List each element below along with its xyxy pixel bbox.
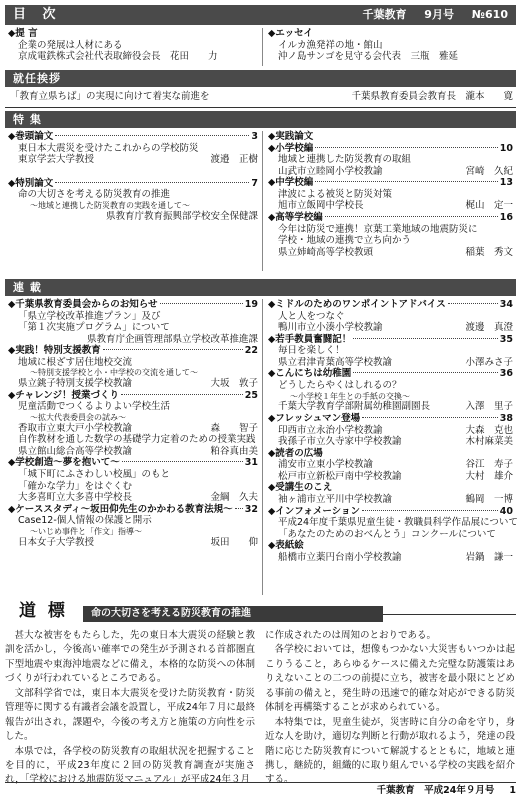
toc-heading: ◆若手教員奮闘記！ 35 xyxy=(268,333,513,345)
toc-heading: ◆ミドルのためのワンポイントアドバイス 34 xyxy=(268,299,513,310)
shuunin-label: 就任挨拶 xyxy=(13,71,61,85)
toc-author: 旭市立飯岡中学校長 梶山 定一 xyxy=(278,200,513,212)
toc-article: 「確かな学力」をはぐくむ xyxy=(18,480,133,492)
toc-heading: ◆こんにちは幼稚園 36 xyxy=(268,368,513,380)
toc-author: 東京学芸大学教授 渡邉 正樹 xyxy=(18,154,258,166)
toc-heading: ◆読者の広場 xyxy=(268,447,323,459)
toc-subtitle: ～小学校１年生との手紙の交換～ xyxy=(290,391,410,401)
essay-column-1 xyxy=(5,629,255,788)
toc-subtitle: ～いじめ事件と「作文」指導～ xyxy=(30,526,142,536)
tokushu-left xyxy=(8,131,258,222)
rensai-left xyxy=(8,299,258,548)
essay-paragraph: 本特集では，児童生徒が，災害時に自分の命を守り，身近な人を助け，適切な判断と行動が取れるよう，発達の段階に応じた防災教育について解説するとともに，地域と連携し，継続的，組織的に取り組んでいる学校の実践を紹介する。 xyxy=(265,716,515,786)
toc-article: 児童活動でつくるよりよい学校生活 xyxy=(18,401,171,413)
toc-author: 山武市立睦岡小学校教諭 宮崎 久紀 xyxy=(278,165,513,177)
toc-heading: ◆受講生のこえ xyxy=(268,482,333,494)
toc-author: 県立館山総合高等学校教諭 粕谷真由美 xyxy=(18,445,258,457)
toc-article: 東日本大震災を受けたこれからの学校防災 xyxy=(18,142,199,154)
toc-author: 香取市立東大戸小学校教諭 森 智子 xyxy=(18,422,258,434)
shuunin-author: 千葉県教育委員会教育長 瀧本 寛 xyxy=(351,91,513,102)
toc-author: 大多喜町立大多喜中学校長 金綱 久夫 xyxy=(18,492,258,504)
toc-author: 県立銚子特別支援学校教諭 大坂 敦子 xyxy=(18,378,258,390)
toc-heading: ◆中学校編 13 xyxy=(268,177,513,189)
essay-paragraph: 各学校においては，想像もつかない大災害もいつかは起こりうること，あらゆるケースに備えた完璧な防護策はありえないことの二つの前提に立ち，被害を最小限にとどめる事前の備えと，発生時の迅速で的確な対応ができる防災体制を再構築することが求められている。 xyxy=(265,644,515,714)
teigen-author: 京成電鉄株式会社代表取締役会長 花田 力 xyxy=(18,51,218,63)
teigen-section xyxy=(8,28,258,63)
teigen-label: ◆提 言 xyxy=(8,28,38,39)
toc-article: 人と人をつなぐ xyxy=(278,310,345,322)
toc-author: 我孫子市立久寺家中学校教諭 木村麻菜美 xyxy=(278,436,513,448)
toc-author: 船橋市立薬円台南小学校教諭 岩鍋 謙一 xyxy=(278,551,513,563)
rensai-label: 連 載 xyxy=(13,280,42,294)
toc-author: 印西市立永治小学校教諭 大森 克也 xyxy=(278,424,513,436)
shuunin-text: 「教育立県ちば」の実現に向けて着実な前進を xyxy=(10,91,210,102)
toc-heading: ◆小学校編 10 xyxy=(268,142,513,154)
divider xyxy=(262,299,263,595)
page-number: 1 xyxy=(509,785,516,796)
essay-label: ◆エッセイ xyxy=(268,28,313,39)
tokushu-right xyxy=(268,131,513,258)
essay-paragraph: 本県では，各学校の防災教育の取組状況を把握することを目的に，平成23年度に２回の防災教育調査が実施され，「学校における地震防災マニュアル」が平成24年３月 xyxy=(5,745,255,786)
rensai-right xyxy=(268,299,518,563)
essay-column-2 xyxy=(265,629,515,788)
page-footer xyxy=(5,782,516,797)
toc-article: 命の大切さを考える防災教育の推進 xyxy=(18,189,171,201)
toc-heading: ◆巻頭論文 3 xyxy=(8,131,258,142)
essay-paragraph: 文部科学省では，東日本大震災を受けた防災教育・防災管理等に関する有識者会議を設置し，平成24年７月に最終報告が出され，課題や，今後の考え方と施策の方向性を示した。 xyxy=(5,687,255,743)
divider xyxy=(5,107,516,108)
toc-heading: ◆特別論文 7 xyxy=(8,177,258,189)
toc-article: 今年は防災で連携！京葉工業地域の地震防災に xyxy=(278,223,478,235)
essay-section xyxy=(268,28,513,63)
toc-heading: ◆千葉県教育委員会からのお知らせ 19 xyxy=(8,299,258,310)
teigen-article: 企業の発展は人材にある xyxy=(18,39,123,51)
tokushu-banner xyxy=(5,111,516,128)
toc-article: 「城下町にふさわしい校風」のもと xyxy=(18,469,171,481)
toc-title: 目 次 xyxy=(13,7,62,23)
toc-article: 地域と連携した防災教育の取組 xyxy=(278,154,412,166)
toc-subtitle: ～拡大代表委員会の試み～ xyxy=(30,412,126,422)
toc-author: 県立姉崎高等学校教頭 稲葉 秀文 xyxy=(278,246,513,258)
toc-author: 松戸市立新松戸南中学校教諭 大村 雄介 xyxy=(278,470,513,482)
essay-paragraph: に作成されたのは周知のとおりである。 xyxy=(265,630,437,641)
toc-author: 千葉大学教育学部附属幼稚園副園長 入澤 里子 xyxy=(278,401,513,413)
toc-author: 日本女子大学教授 坂田 仰 xyxy=(18,536,258,548)
divider xyxy=(262,131,263,271)
toc-heading: ◆高等学校編 16 xyxy=(268,212,513,224)
essay-paragraph: 甚大な被害をもたらした，先の東日本大震災の経験と教訓を活かし，今後高い確率での発生が予測される首都圏直下型地震や東海沖地震などに備え，本格的な防災への体制づくりが行われているところである。 xyxy=(5,630,255,685)
toc-heading: ◆実践論文 xyxy=(268,131,314,142)
toc-heading: ◆フレッシュマン登場 38 xyxy=(268,412,513,424)
doohyou-mark: 道 標 xyxy=(19,601,68,621)
toc-article: 「県立学校改革推進プラン」及び xyxy=(18,310,161,322)
toc-heading: ◆ケーススタディ～坂田仰先生のかかわる教育法規～ 32 xyxy=(8,503,258,515)
rensai-banner xyxy=(5,279,516,296)
toc-article: 地域に根ざす居住地校交流 xyxy=(18,356,133,368)
toc-author: 県立君津青葉高等学校教諭 小澤みさ子 xyxy=(278,356,513,368)
toc-article: どうしたらやくはしれるの？ xyxy=(278,380,402,392)
toc-article: 津波による被災と防災対策 xyxy=(278,188,393,200)
doohyou-section xyxy=(5,603,516,788)
toc-heading: ◆実践！特別支援教育 22 xyxy=(8,345,258,357)
essay-article: イルカ漁発祥の地・館山 xyxy=(278,39,383,51)
tokushu-label: 特 集 xyxy=(13,112,42,126)
toc-header xyxy=(5,5,516,25)
toc-author: 県教育庁企画管理部県立学校改革推進課 xyxy=(86,333,258,345)
footer-publication: 千葉教育 平成24年９月号 xyxy=(376,785,495,796)
toc-author: 袖ヶ浦市立平川中学校教諭 鶴岡 一博 xyxy=(278,494,513,505)
shuunin-row xyxy=(10,91,513,103)
toc-heading: ◆表紙絵 xyxy=(268,540,304,552)
divider xyxy=(262,28,263,66)
doohyou-title: 命の大切さを考える防災教育の推進 xyxy=(83,606,383,622)
toc-article: 平成24年度千葉県児童生徒・教職員科学作品展について xyxy=(278,517,518,529)
toc-heading: ◆チャレンジ！授業づくり 25 xyxy=(8,389,258,401)
essay-author: 沖ノ島サンゴを見守る会代表 三瓶 雅延 xyxy=(278,51,459,63)
toc-heading: ◆インフォメーション 40 xyxy=(268,505,513,517)
toc-author: 浦安市立東小学校教諭 谷江 寿子 xyxy=(278,459,513,471)
toc-article: 自作教材を通した数学の基礎学力定着のための授業実践 xyxy=(18,434,256,446)
issue-month: 9月号 xyxy=(424,8,454,22)
toc-article: 「第１次実施プログラム」について xyxy=(18,322,170,334)
toc-author: 鴨川市立小湊小学校教諭 渡邊 真澄 xyxy=(278,322,513,334)
shuunin-banner xyxy=(5,70,516,87)
toc-subtitle: ～地域と連携した防災教育の実践を通して～ xyxy=(30,200,190,210)
publication-name: 千葉教育 xyxy=(362,8,407,22)
issue-number: №610 xyxy=(471,8,508,22)
toc-subtitle: ～特別支援学校と小・中学校の交流を通して～ xyxy=(30,368,198,378)
toc-article: 「あなたのためのおべんとう」コンクールについて xyxy=(278,528,496,540)
toc-heading: ◆学校創造～夢を抱いて～ 31 xyxy=(8,457,258,469)
toc-article: Case12-個人情報の保護と開示 xyxy=(18,515,152,527)
toc-author: 県教育庁教育振興部学校安全保健課 xyxy=(105,210,258,222)
toc-article: 毎日を楽しく！ xyxy=(278,345,345,357)
toc-article: 学校・地域の連携で立ち向かう xyxy=(278,235,412,247)
